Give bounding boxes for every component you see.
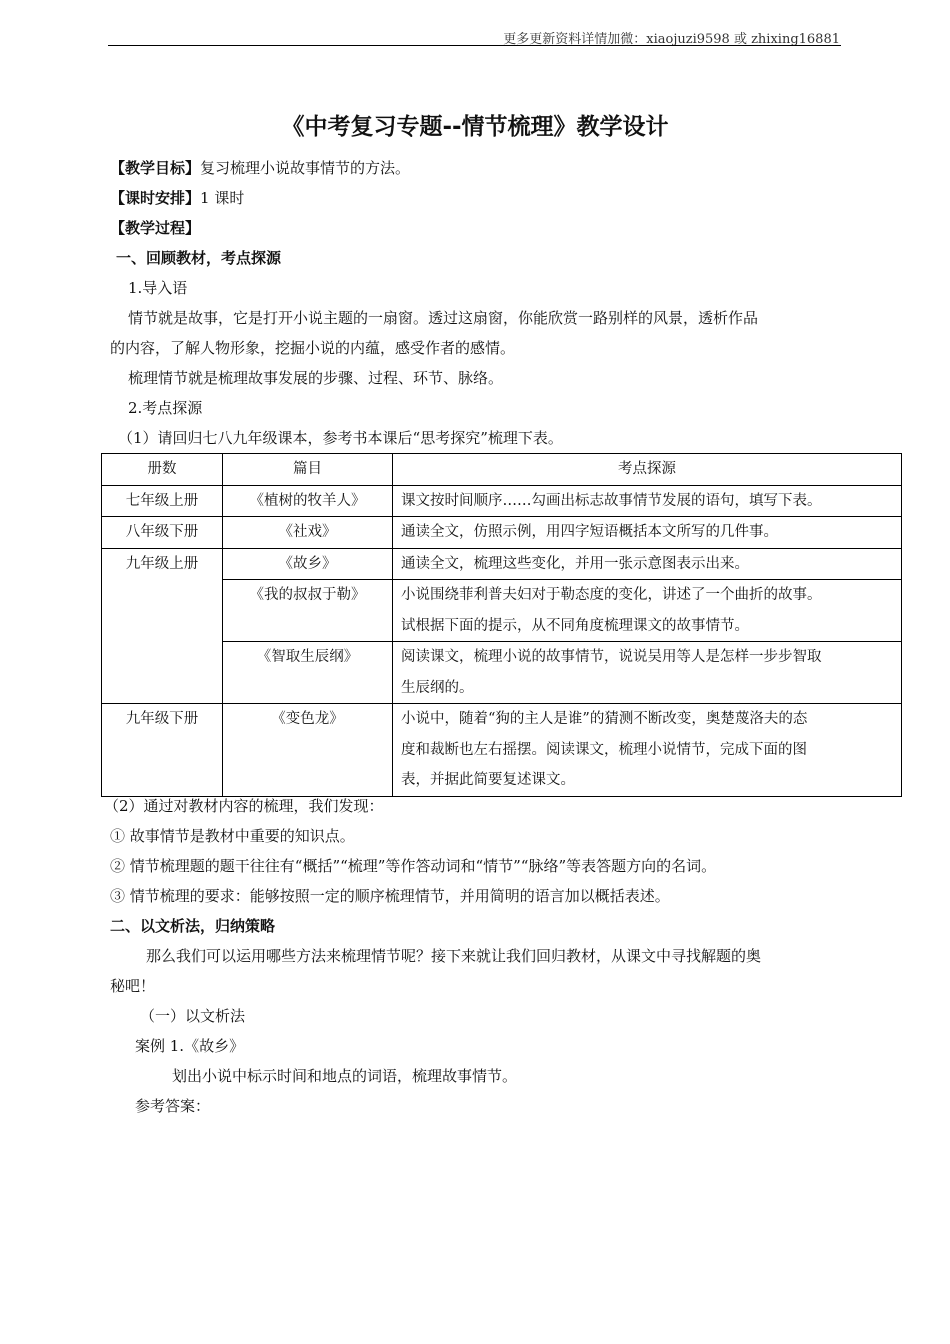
- exam-source-table: [101, 453, 902, 797]
- desc-line: 通读全文，梳理这些变化，并用一张示意图表示出来。: [401, 555, 749, 572]
- page-title: 《中考复习专题--情节梳理》教学设计: [281, 114, 669, 140]
- desc-line: 小说围绕菲利普夫妇对于勒态度的变化，讲述了一个曲折的故事。: [401, 587, 822, 603]
- table-header-cell: 册数: [102, 454, 223, 486]
- grade-cell: 七年级上册: [102, 485, 223, 517]
- table-header-cell: 考点探源: [393, 454, 902, 486]
- time-label: 【课时安排】: [110, 189, 201, 207]
- process-label: 【教学过程】: [110, 219, 201, 237]
- desc-cell: [393, 517, 902, 549]
- goal-text: 复习梳理小说故事情节的方法。: [200, 159, 411, 177]
- table-row: [102, 704, 902, 797]
- paragraph-2: 梳理情节就是梳理故事发展的步骤、过程、环节、脉络。: [128, 369, 504, 387]
- desc-cell: [393, 485, 902, 517]
- table-row: [102, 517, 902, 549]
- paragraph-1-line-1: 情节就是故事，它是打开小说主题的一扇窗。透过这扇窗，你能欣赏一路别样的风景，透析作品: [128, 309, 759, 327]
- finding-3: ③ 情节梳理的要求：能够按照一定的顺序梳理情节，并用简明的语言加以概括表述。: [110, 887, 670, 905]
- case-1-heading: 案例 1.《故乡》: [135, 1037, 245, 1055]
- goal-line: [110, 158, 410, 178]
- title-cell: 《智取生辰纲》: [223, 642, 393, 704]
- table-row: [102, 485, 902, 517]
- title-cell: 《故乡》: [223, 548, 393, 580]
- section-heading-1: 一、回顾教材，考点探源: [116, 249, 282, 267]
- header-note: 更多更新资料详情加微：xiaojuzi9598 或 zhixing16881: [503, 32, 840, 47]
- table-header-cell: 篇目: [223, 454, 393, 486]
- header-rule: [108, 45, 841, 46]
- title-cell: 《变色龙》: [223, 704, 393, 797]
- time-text: 1 课时: [200, 189, 245, 207]
- section-heading-2: 二、以文析法，归纳策略: [110, 917, 276, 935]
- item-intro: 1.导入语: [128, 279, 188, 297]
- item-source: 2.考点探源: [128, 399, 203, 417]
- title-cell: 《社戏》: [223, 517, 393, 549]
- paragraph-3-line-1: 那么我们可以运用哪些方法来梳理情节呢？接下来就让我们回归教材，从课文中寻找解题的奥: [146, 947, 762, 965]
- desc-cell: [393, 548, 902, 580]
- table-row: [102, 548, 902, 580]
- table-header-row: [102, 454, 902, 486]
- paragraph-1-line-2: 的内容，了解人物形象，挖掘小说的内蕴，感受作者的感情。: [110, 339, 516, 357]
- title-cell: 《我的叔叔于勒》: [223, 580, 393, 642]
- grade-cell: 八年级下册: [102, 517, 223, 549]
- desc-line: 生辰纲的。: [401, 679, 474, 696]
- question-1: （1）请回归七八九年级课本，参考书本课后“思考探究”梳理下表。: [118, 429, 563, 447]
- question-2: （2）通过对教材内容的梳理，我们发现：: [104, 797, 384, 815]
- desc-line: 试根据下面的提示，从不同角度梳理课文的故事情节。: [401, 617, 749, 634]
- subsection-heading: （一）以文析法: [140, 1007, 246, 1025]
- goal-label: 【教学目标】: [110, 159, 201, 177]
- answer-label: 参考答案：: [135, 1097, 211, 1115]
- time-line: [110, 188, 244, 208]
- desc-line: 小说中，随着“狗的主人是谁”的猜测不断改变，奥楚蔑洛夫的态: [401, 711, 808, 727]
- desc-cell: [393, 642, 902, 704]
- desc-cell: [393, 580, 902, 642]
- desc-line: 通读全文，仿照示例，用四字短语概括本文所写的几件事。: [401, 524, 778, 540]
- desc-line: 度和裁断也左右摇摆。阅读课文，梳理小说情节，完成下面的图: [401, 741, 807, 758]
- desc-line: 阅读课文，梳理小说的故事情节，说说吴用等人是怎样一步步智取: [401, 649, 822, 665]
- title-cell: 《植树的牧羊人》: [223, 485, 393, 517]
- desc-line: 表，并据此简要复述课文。: [401, 772, 575, 788]
- case-1-task: 划出小说中标示时间和地点的词语，梳理故事情节。: [172, 1067, 518, 1085]
- desc-line: 课文按时间顺序……勾画出标志故事情节发展的语句，填写下表。: [401, 492, 822, 509]
- desc-cell: [393, 704, 902, 797]
- finding-2: ② 情节梳理题的题干往往有“概括”“梳理”等作答动词和“情节”“脉络”等表答题方向的名词。: [110, 857, 717, 875]
- paragraph-3-line-2: 秘吧！: [110, 977, 156, 995]
- finding-1: ① 故事情节是教材中重要的知识点。: [110, 827, 355, 845]
- grade-cell: 九年级上册: [102, 548, 223, 704]
- grade-cell: 九年级下册: [102, 704, 223, 797]
